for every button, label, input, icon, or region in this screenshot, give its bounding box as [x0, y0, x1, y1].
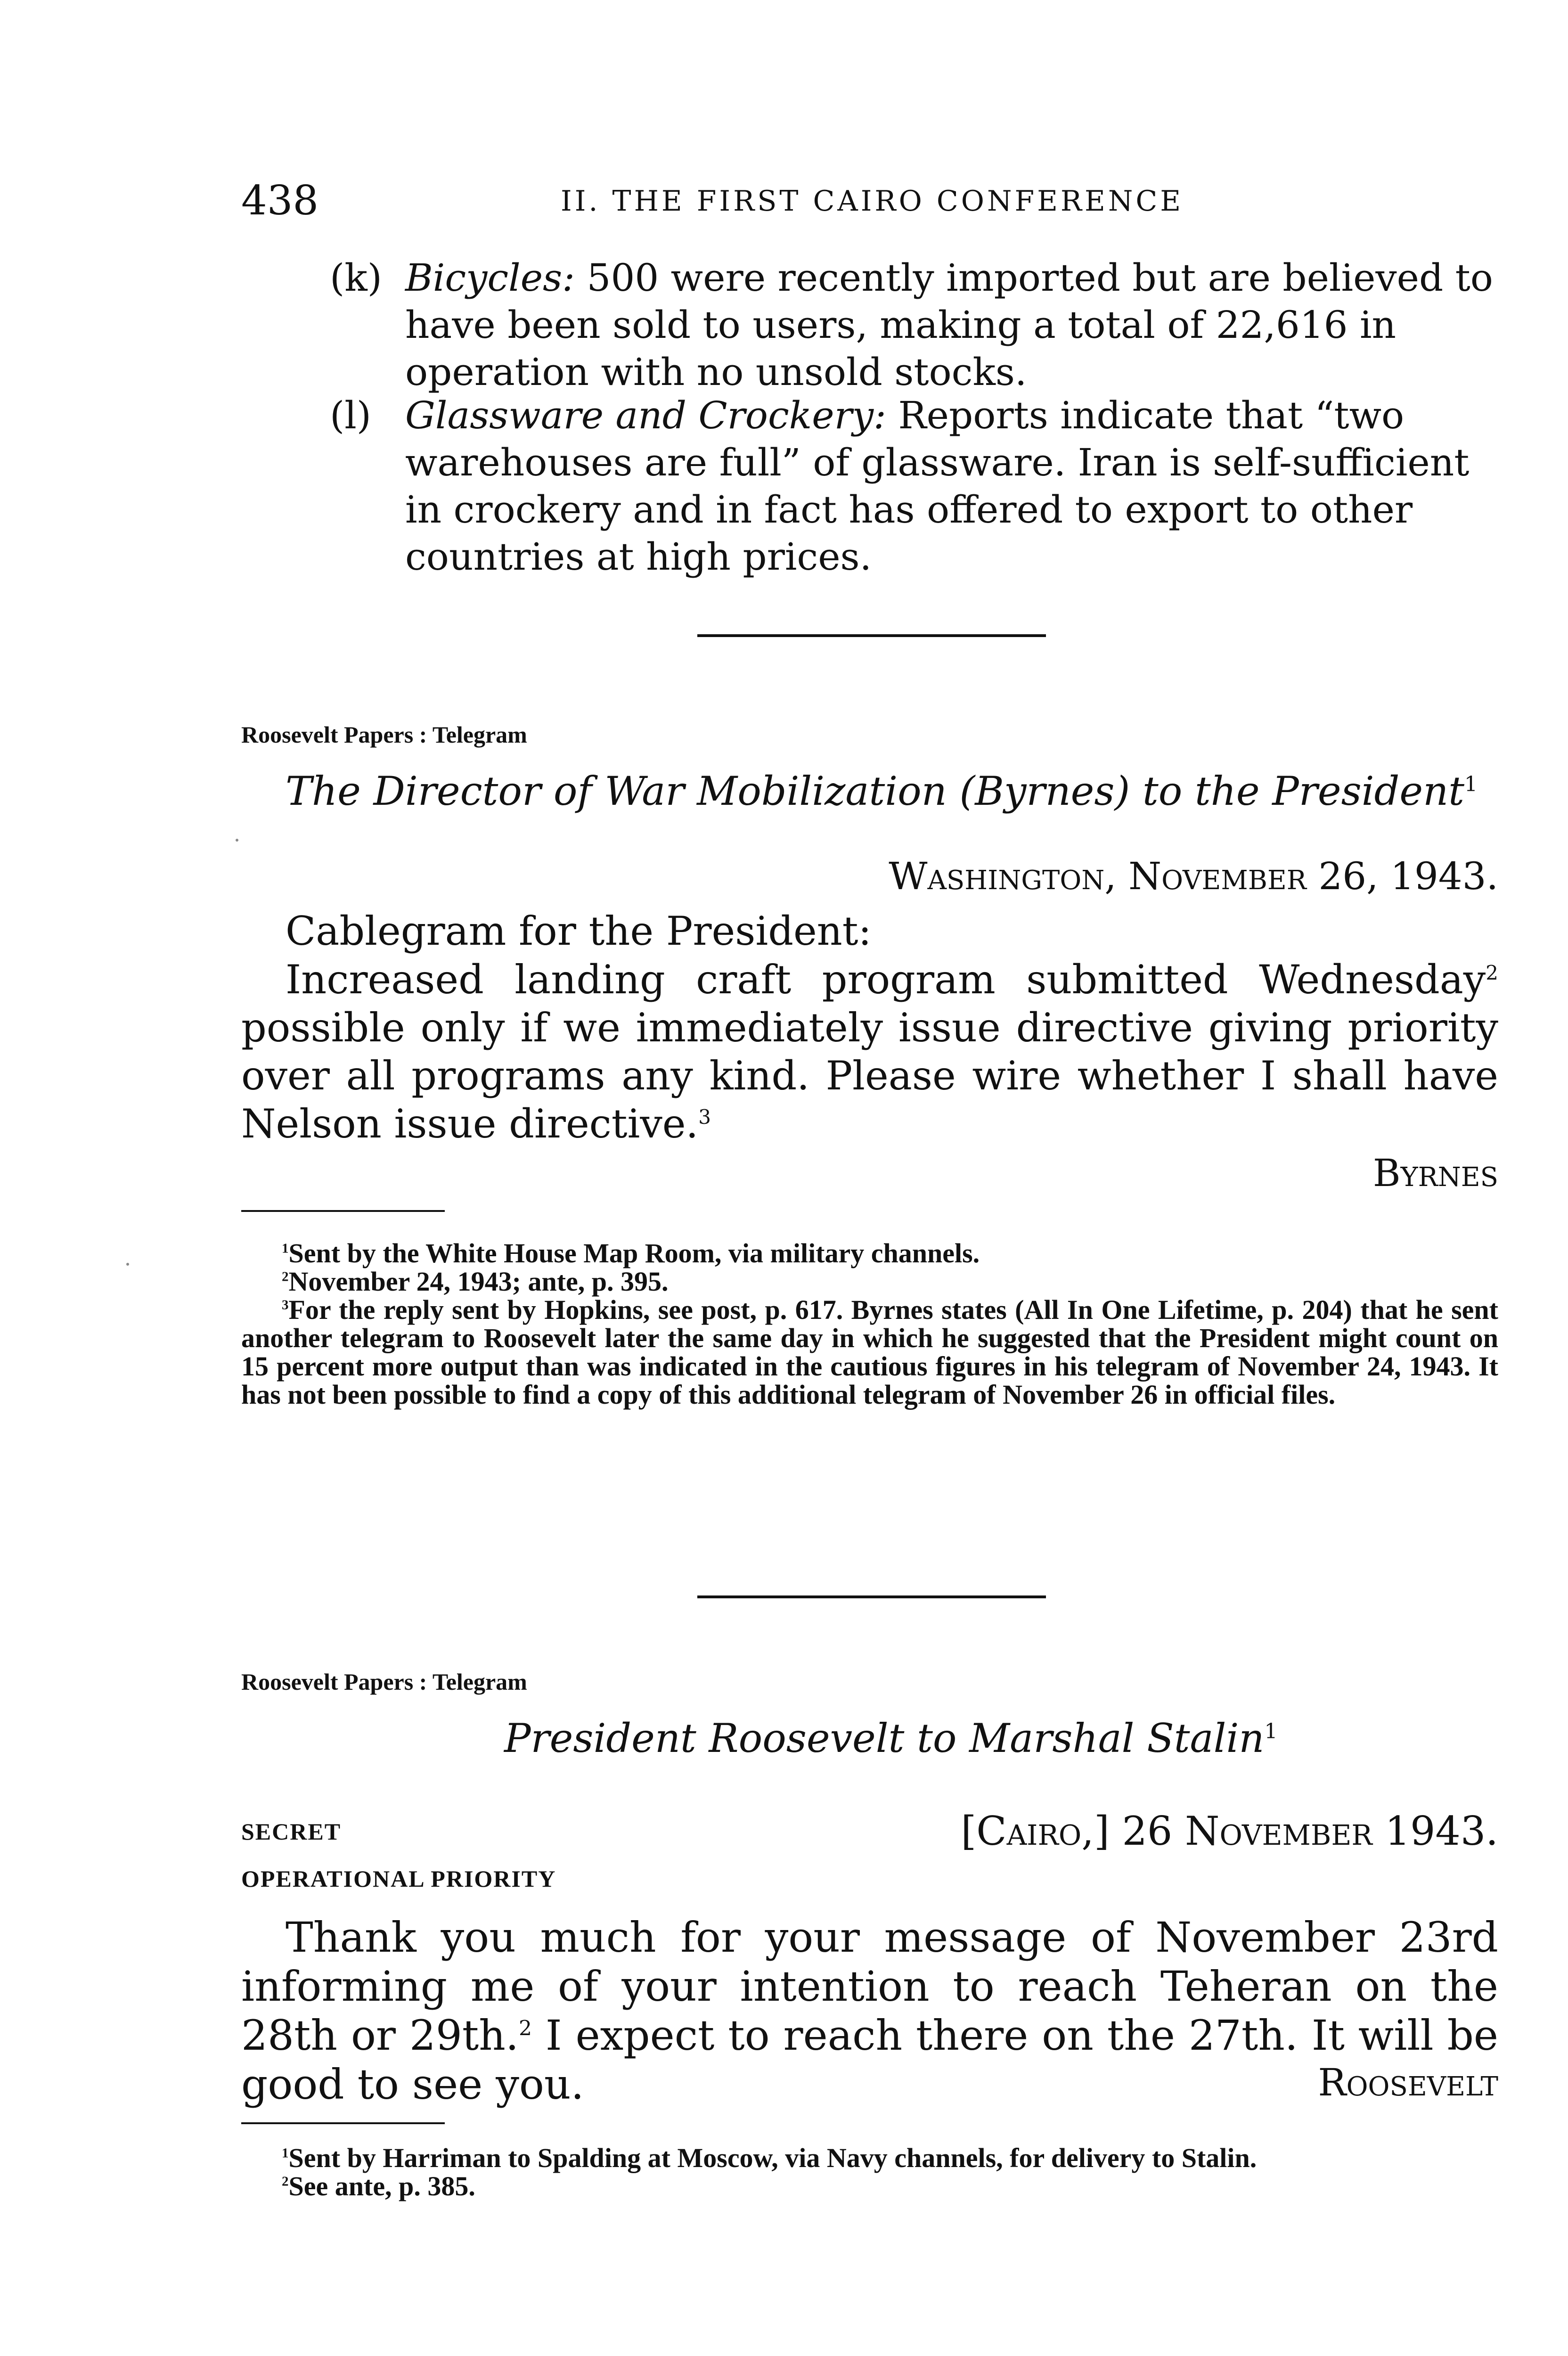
list-item-title: Bicycles:	[405, 256, 575, 300]
doc2-footnotes	[241, 2144, 1498, 2201]
doc1-title: The Director of War Mobilization (Byrnes) to the President$^1$	[286, 768, 1478, 814]
list-item-l	[330, 392, 1498, 581]
doc2-priority: OPERATIONAL PRIORITY	[241, 1865, 556, 1892]
footnote-ref: 2	[518, 2016, 532, 2041]
doc1-dateline: Washington, November 26, 1943.	[889, 854, 1498, 898]
scan-speck	[236, 839, 238, 842]
footnote-rule	[241, 2122, 445, 2124]
footnote: $^1$Sent by the White House Map Room, via military channels.	[282, 1238, 980, 1268]
doc2-title: President Roosevelt to Marshal Stalin$^1$	[504, 1715, 1278, 1761]
footnote: $^2$November 24, 1943; ante, p. 395.	[282, 1266, 669, 1297]
list-label: (l)	[330, 393, 372, 437]
doc2-classification: SECRET	[241, 1818, 342, 1845]
footnote: $^3$For the reply sent by Hopkins, see post, p. 617. Byrnes states (All In One Lifetime, p. 204) that he sent another telegram to Roosevelt later the same day in which he suggested that the President might count on 15 percent more output than was indicated in the cautious figures in his telegram of November 24, 1943. It has not been possible to find a copy of this additional telegram of November 26 in official files.	[241, 1294, 1498, 1410]
doc2-source: Roosevelt Papers : Telegram	[241, 1669, 527, 1695]
list-item-k	[330, 254, 1498, 396]
doc2-signature: Roosevelt	[1318, 2061, 1498, 2104]
doc1-source: Roosevelt Papers : Telegram	[241, 721, 527, 748]
footnote-rule	[241, 1210, 445, 1212]
list-item-title: Glassware and Crockery:	[405, 393, 886, 437]
list-label: (k)	[330, 256, 382, 300]
scan-speck	[126, 1263, 129, 1266]
footnote: $^2$See ante, p. 385.	[282, 2171, 475, 2201]
running-title: II. THE FIRST CAIRO CONFERENCE	[561, 185, 1184, 218]
list-item-text: Reports indicate that “two warehouses are full” of glassware. Iran is self-sufficient in crockery and in fact has offered to export to other countries at high prices.	[405, 393, 1470, 579]
section-divider	[697, 1595, 1046, 1598]
footnote: $^1$Sent by Harriman to Spalding at Moscow, via Navy channels, for delivery to Stalin.	[282, 2143, 1257, 2173]
list-item-text: 500 were recently imported but are believed to have been sold to users, making a total of 22,616 in operation with no unsold stocks.	[405, 256, 1493, 394]
doc2-dateline: [Cairo,] 26 November 1943.	[961, 1808, 1498, 1854]
footnote-ref: 2	[1486, 961, 1498, 984]
doc1-body: Increased landing craft program submitted Wednesday$^2$ possible only if we immediately issue directive giving priority over all programs any kind. Please wire whether I shall have Nelson issue directive.$^3$	[241, 957, 1498, 1147]
doc2-body: Thank you much for your message of November 23rd informing me of your intention to reach Teheran on the 28th or 29th.$^2$ I expect to reach there on the 27th. It will be good to see you.	[241, 1913, 1498, 2109]
page-number: 438	[241, 177, 319, 224]
doc1-footnotes	[241, 1239, 1498, 1409]
footnote-ref: 1	[1464, 772, 1478, 796]
doc1-signature: Byrnes	[1372, 1151, 1498, 1195]
footnote-ref: 3	[698, 1105, 711, 1129]
section-divider	[697, 634, 1046, 637]
footnote-ref: 1	[1264, 1719, 1278, 1743]
doc1-salutation: Cablegram for the President:	[286, 908, 872, 954]
